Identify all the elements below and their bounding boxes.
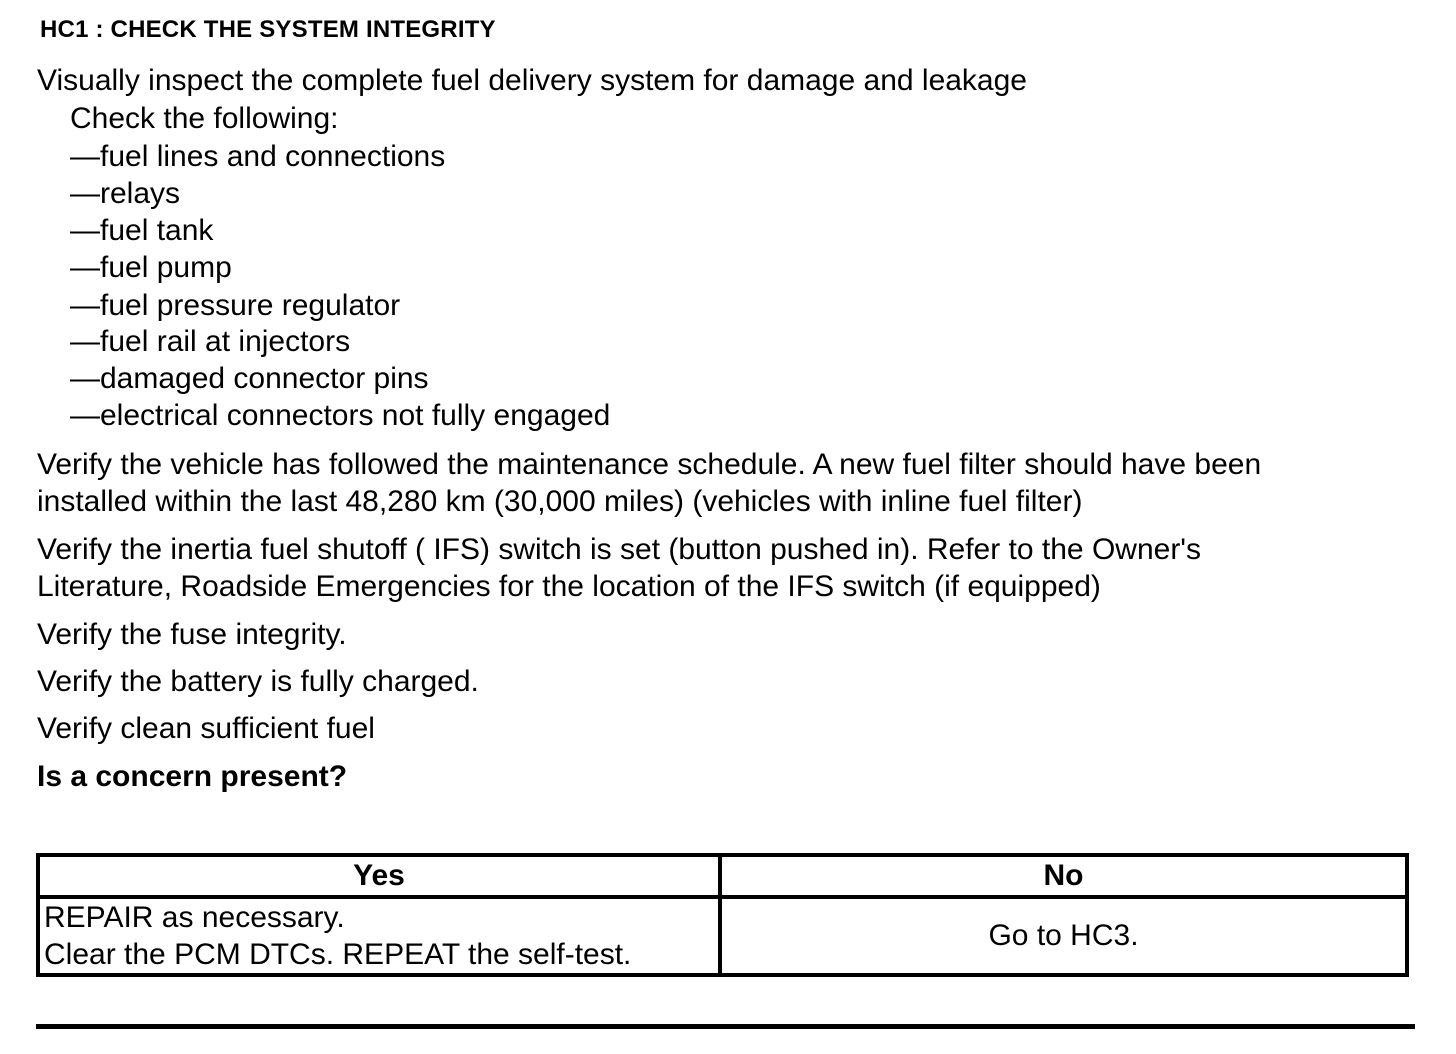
yes-header: Yes: [38, 855, 720, 897]
yes-action-line1: REPAIR as necessary.: [44, 901, 345, 934]
check-item: —damaged connector pins: [70, 362, 429, 395]
ifs-text-line2: Literature, Roadside Emergencies for the location of the IFS switch (if equipped): [37, 570, 1101, 603]
yes-action-line2: Clear the PCM DTCs. REPEAT the self-test.: [44, 938, 632, 971]
table-row: [38, 897, 1407, 975]
no-action-cell: Go to HC3.: [720, 897, 1407, 975]
step-heading: HC1 : CHECK THE SYSTEM INTEGRITY: [40, 16, 496, 43]
no-header: No: [720, 855, 1407, 897]
ifs-text-line1: Verify the inertia fuel shutoff ( IFS) switch is set (button pushed in). Refer to the Owner's: [37, 533, 1202, 566]
check-item: —fuel tank: [70, 214, 214, 247]
concern-question: Is a concern present?: [37, 760, 348, 793]
maintenance-text-line1: Verify the vehicle has followed the maintenance schedule. A new fuel filter should have been: [37, 448, 1262, 481]
check-item: —electrical connectors not fully engaged: [70, 399, 611, 432]
check-item: —fuel lines and connections: [70, 140, 446, 173]
fuse-text: Verify the fuse integrity.: [37, 618, 347, 651]
fuel-text: Verify clean sufficient fuel: [37, 712, 375, 745]
maintenance-text-line2: installed within the last 48,280 km (30,000 miles) (vehicles with inline fuel filter): [37, 485, 1083, 518]
yes-action-cell: [38, 897, 720, 975]
check-item: —fuel pressure regulator: [70, 289, 401, 322]
intro-text: Visually inspect the complete fuel delivery system for damage and leakage: [37, 64, 1027, 97]
decision-table: [36, 853, 1409, 977]
bottom-divider: [36, 1024, 1415, 1029]
check-label: Check the following:: [70, 102, 339, 135]
table-header-row: [38, 855, 1407, 897]
check-item: —fuel pump: [70, 251, 232, 284]
battery-text: Verify the battery is fully charged.: [37, 665, 479, 698]
check-item: —relays: [70, 177, 181, 210]
check-item: —fuel rail at injectors: [70, 325, 351, 358]
